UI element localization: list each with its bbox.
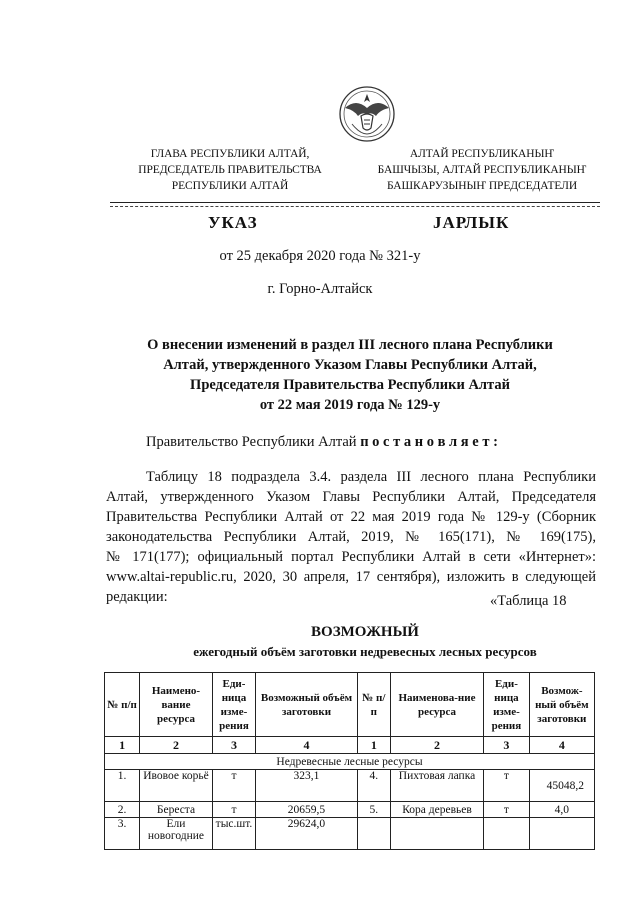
table-reference: «Таблица 18 [490, 593, 567, 609]
table-cell: Ели новогодние [140, 818, 213, 850]
paragraph-line: Алтай, утвержденного Указом Главы Республики Алтай, Председателя [106, 489, 596, 505]
table-cell: 323,1 [256, 770, 358, 802]
table-cell: 2. [105, 802, 140, 818]
title-ukaz: УКАЗ [208, 213, 258, 232]
header-divider-dashed [110, 206, 600, 207]
header-left-block [130, 146, 330, 194]
header-divider [110, 202, 600, 203]
decree-line [146, 432, 498, 452]
table-row [105, 802, 595, 818]
section-row [105, 754, 595, 770]
header-left-line: ПРЕДСЕДАТЕЛЬ ПРАВИТЕЛЬСТВА [138, 164, 322, 176]
header-cell: № п/п [357, 673, 390, 737]
table-cell: 3. [105, 818, 140, 850]
title-jarlyk: JАРЛЫК [433, 213, 510, 232]
header-left-line: РЕСПУБЛИКИ АЛТАЙ [171, 180, 289, 192]
column-number: 2 [390, 737, 483, 754]
document-title-line: Алтай, утвержденного Указом Главы Республики Алтай, [163, 357, 537, 373]
table-cell [484, 818, 530, 850]
header-cell: Наименова-ние ресурса [390, 673, 483, 737]
table-cell: Пихтовая лапка [390, 770, 483, 802]
table-subtitle: ежегодный объём заготовки недревесных лесных ресурсов [193, 644, 537, 659]
decree-prefix: Правительство Республики Алтай [146, 434, 361, 450]
column-number: 3 [212, 737, 256, 754]
table-cell: 45048,2 [529, 770, 594, 802]
table-header-row [105, 673, 595, 737]
table-cell: т [484, 770, 530, 802]
document-title-line: Председателя Правительства Республики Алтай [190, 377, 510, 393]
document-title-line: от 22 мая 2019 года № 129-у [259, 397, 441, 413]
header-left-line: ГЛАВА РЕСПУБЛИКИ АЛТАЙ, [150, 148, 310, 160]
paragraph-line: законодательства Республики Алтай, 2019, № 165(171), № 169(175), [106, 529, 596, 545]
table-cell: Береста [140, 802, 213, 818]
table-cell [529, 818, 594, 850]
header-cell: Возмож-ный объём заготовки [529, 673, 594, 737]
column-number: 3 [484, 737, 530, 754]
paragraph-line: Таблицу 18 подраздела 3.4. раздела III лесного плана Республики [146, 469, 596, 485]
header-cell: № п/п [105, 673, 140, 737]
section-label: Недревесные лесные ресурсы [105, 754, 595, 770]
table-cell: 1. [105, 770, 140, 802]
paragraph-line: www.altai-republic.ru, 2020, 30 апреля, 17 сентября), изложить в следующей [106, 569, 596, 585]
table-row [105, 770, 595, 802]
resources-table [104, 672, 595, 850]
city-line: г. Горно-Алтайск [267, 281, 373, 297]
table-cell [390, 818, 483, 850]
table-cell: тыс.шт. [212, 818, 256, 850]
table-cell: 5. [357, 802, 390, 818]
table-cell: 4. [357, 770, 390, 802]
header-cell: Наимено-вание ресурса [140, 673, 213, 737]
decree-word: п о с т а н о в л я е т : [360, 434, 498, 450]
column-number: 1 [105, 737, 140, 754]
table-cell: Кора деревьев [390, 802, 483, 818]
column-number: 2 [140, 737, 213, 754]
header-right-line: АЛТАЙ РЕСПУБЛИКАНЫҤ [409, 148, 555, 160]
table-cell: 4,0 [529, 802, 594, 818]
column-number: 4 [529, 737, 594, 754]
table-cell: Ивовое корьё [140, 770, 213, 802]
table-cell: 29624,0 [256, 818, 358, 850]
table-cell: 20659,5 [256, 802, 358, 818]
column-number: 1 [357, 737, 390, 754]
table-cell: т [212, 770, 256, 802]
document-title-line: О внесении изменений в раздел III лесного плана Республики [147, 337, 553, 353]
date-line: от 25 декабря 2020 года № 321-у [219, 248, 421, 264]
table-title: ВОЗМОЖНЫЙ [311, 624, 419, 640]
body-paragraph [106, 467, 596, 607]
table-row [105, 818, 595, 850]
paragraph-line: № 171(177); официальный портал Республики Алтай в сети «Интернет»: [106, 549, 596, 565]
header-right-block [352, 146, 612, 194]
header-cell: Еди-ница изме-рения [484, 673, 530, 737]
table-cell [357, 818, 390, 850]
header-right-line: БАШЧЫЗЫ, АЛТАЙ РЕСПУБЛИКАНЫҤ [377, 164, 587, 176]
header-cell: Еди-ница изме-рения [212, 673, 256, 737]
header-cell: Возможный объём заготовки [256, 673, 358, 737]
coat-of-arms-emblem [330, 84, 404, 142]
paragraph-line: Правительства Республики Алтай от 22 мая 2019 года № 129-у (Сборник [106, 509, 596, 525]
document-title [100, 335, 600, 415]
paragraph-line: редакции: [106, 589, 168, 605]
column-number-row [105, 737, 595, 754]
table-cell: т [212, 802, 256, 818]
header-right-line: БАШКАРУЗЫНЫҤ ПРЕДСЕДАТЕЛИ [386, 180, 578, 192]
table-cell: т [484, 802, 530, 818]
column-number: 4 [256, 737, 358, 754]
